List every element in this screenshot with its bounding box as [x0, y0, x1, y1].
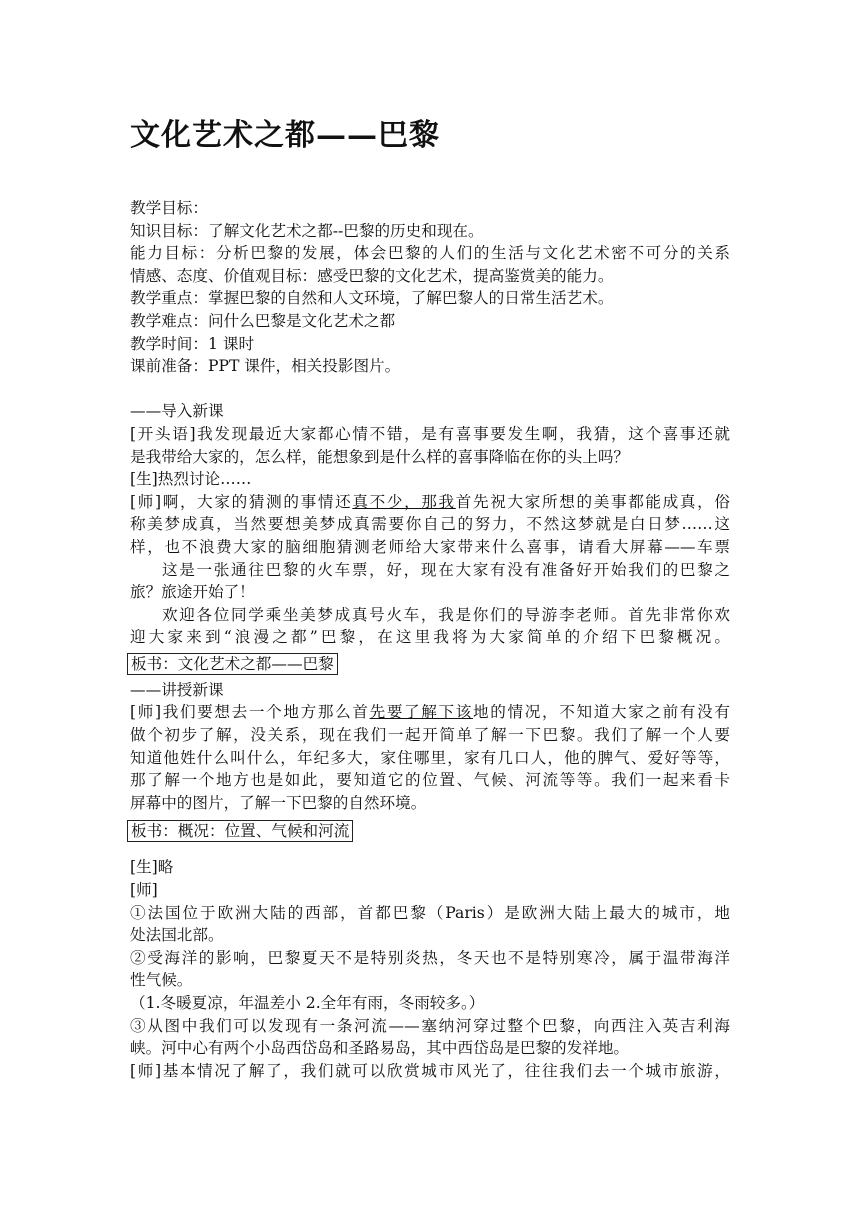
intro-heading: ——导入新课: [130, 402, 224, 421]
teacher-closing-line: [师]基本情况了解了，我们就可以欣赏城市风光了，往往我们去一个城市旅游，: [130, 1061, 730, 1080]
class-preparation: 课前准备：PPT 课件，相关投影图片。: [130, 357, 401, 376]
knowledge-objective: 知识目标：了解文化艺术之都--巴黎的历史和现在。: [130, 221, 484, 240]
document-body: [130, 197, 730, 1082]
underlined-text: 真不少，那我: [352, 492, 456, 511]
lecture-paragraph-line: 知道他姓什么叫什么，年纪多大，家住哪里，家有几口人，他的脾气、爱好等等，: [130, 748, 730, 767]
river-item-line: 峡。河中心有两个小岛西岱岛和圣路易岛，其中西岱岛是巴黎的发祥地。: [130, 1039, 630, 1058]
ticket-paragraph-line: 这是一张通往巴黎的火车票，好，现在大家有没有准备好开始我们的巴黎之: [162, 560, 730, 579]
teaching-key-point: 教学重点：掌握巴黎的自然和人文环境，了解巴黎人的日常生活艺术。: [130, 289, 614, 308]
board-note-title: 板书：文化艺术之都——巴黎: [127, 653, 338, 675]
text-span: [师]啊，大家的猜测的事情还: [130, 492, 353, 511]
climate-item-note: （1.冬暖夏凉，年温差小 2.全年有雨，冬雨较多。）: [130, 994, 485, 1012]
ticket-paragraph-line: 旅？旅途开始了！: [130, 583, 255, 602]
ability-objective: 能力目标：分析巴黎的发展，体会巴黎的人们的生活与文化艺术密不可分的关系: [130, 244, 730, 263]
teacher-paragraph-line: 称美梦成真，当然要想美梦成真需要你自己的努力，不然这梦就是白日梦……这: [130, 515, 730, 534]
lecture-paragraph-line: 屏幕中的图片，了解一下巴黎的自然环境。: [130, 793, 427, 812]
lecture-paragraph-line: [130, 701, 730, 724]
river-item-line: ③从图中我们可以发现有一条河流——塞纳河穿过整个巴黎，向西注入英吉利海: [130, 1016, 730, 1035]
location-item-line: ①法国位于欧洲大陆的西部，首都巴黎（Paris）是欧洲大陆上最大的城市，地: [130, 903, 730, 922]
intro-paragraph-line: 是我带给大家的，怎么样，能想象到是什么样的喜事降临在你的头上吗？: [130, 447, 630, 466]
climate-item-line: ②受海洋的影响，巴黎夏天不是特别炎热，冬天也不是特别寒冷，属于温带海洋: [130, 948, 730, 967]
teaching-difficulty: 教学难点：问什么巴黎是文化艺术之都: [130, 311, 396, 330]
teaching-time: 教学时间：1 课时: [130, 334, 255, 353]
climate-item-line: 性气候。: [130, 971, 193, 990]
emotion-objective: 情感、态度、价值观目标：感受巴黎的文化艺术，提高鉴赏美的能力。: [130, 266, 614, 285]
underlined-text: 先要了解下该: [369, 703, 474, 722]
welcome-paragraph-line: 迎大家来到“浪漫之都”巴黎，在这里我将为大家简单的介绍下巴黎概况。: [130, 628, 730, 647]
document-title: 文化艺术之都——巴黎: [130, 118, 440, 153]
text-span: 地的情况，不知道大家之前有没有: [473, 703, 730, 722]
board-note-overview: 板书：概况：位置、气候和河流: [127, 820, 353, 842]
welcome-paragraph-line: 欢迎各位同学乘坐美梦成真号火车，我是你们的导游李老师。首先非常你欢: [162, 605, 730, 624]
student-discussion: [生]热烈讨论……: [130, 470, 252, 489]
teacher-paragraph-line: [130, 491, 730, 514]
text-span: 首先祝大家所想的美事都能成真，俗: [455, 492, 730, 511]
objectives-heading: 教学目标：: [130, 199, 208, 217]
lecture-heading: ——讲授新课: [130, 680, 224, 699]
intro-paragraph-line: [开头语]我发现最近大家都心情不错，是有喜事要发生啊，我猜，这个喜事还就: [130, 424, 730, 443]
student-answer: [生]略: [130, 858, 174, 877]
lecture-paragraph-line: 做个初步了解，没关系，现在我们一起开简单了解一下巴黎。我们了解一个人要: [130, 726, 730, 745]
lecture-paragraph-line: 那了解一个地方也是如此，要知道它的位置、气候、河流等等。我们一起来看卡: [130, 771, 730, 790]
text-span: [师]我们要想去一个地方那么首: [130, 703, 370, 722]
teacher-label: [师]: [130, 881, 158, 900]
teacher-paragraph-line: 样，也不浪费大家的脑细胞猜测老师给大家带来什么喜事，请看大屏幕——车票: [130, 537, 730, 556]
location-item-line: 处法国北部。: [130, 926, 224, 945]
